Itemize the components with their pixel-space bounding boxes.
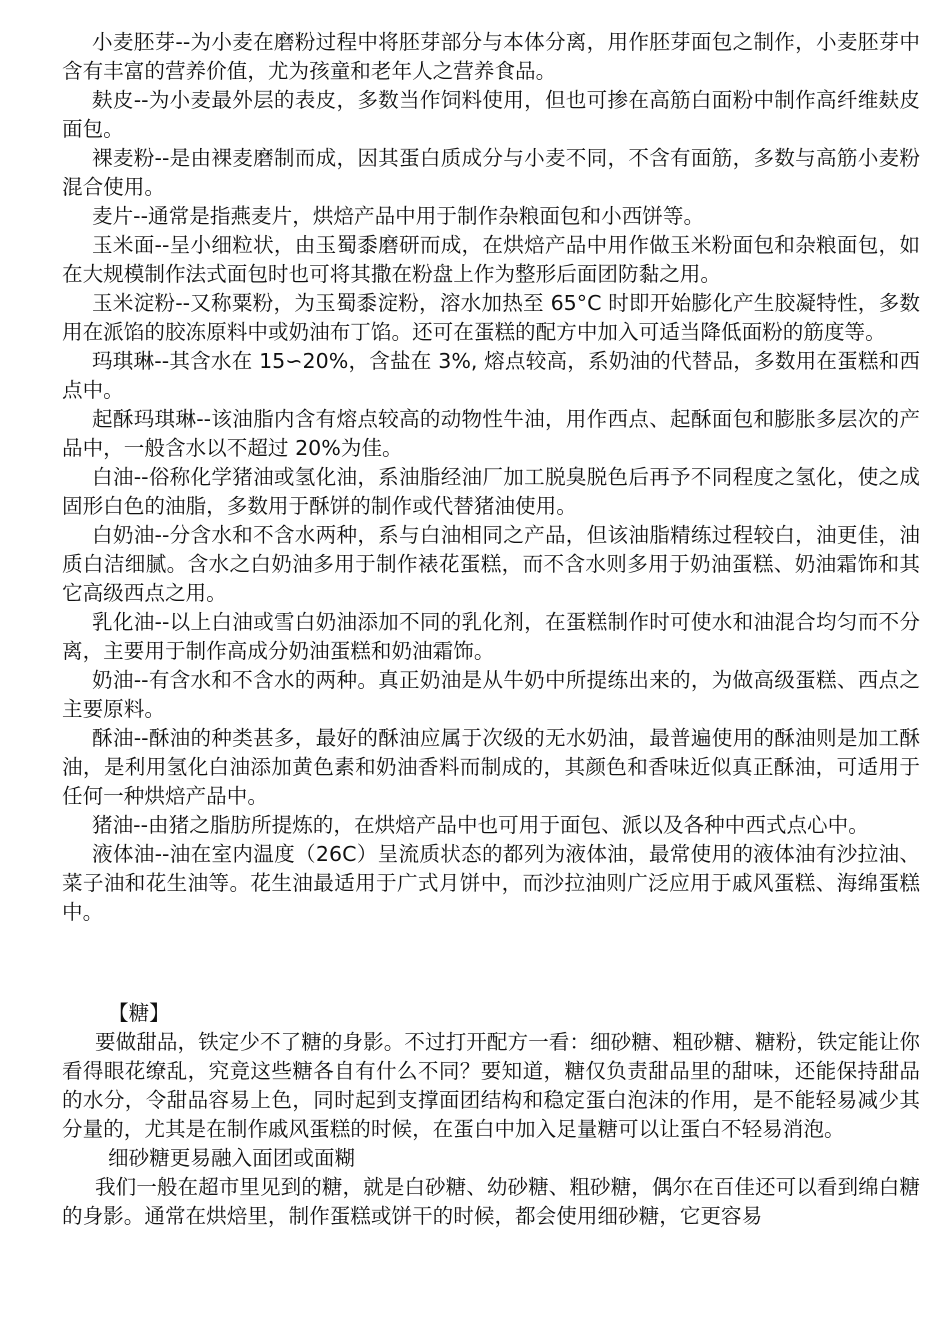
section-title-sugar: 【糖】 [108, 1001, 170, 1025]
paragraph-puff-margarine: 起酥玛琪琳--该油脂内含有熔点较高的动物性牛油，用作西点、起酥面包和膨胀多层次的产品中，一般含水以不超过 20%为佳。 [62, 407, 920, 460]
paragraph-wheat-germ: 小麦胚芽--为小麦在磨粉过程中将胚芽部分与本体分离，用作胚芽面包之制作，小麦胚芽中含有丰富的营养价值，尤为孩童和老年人之营养食品。 [62, 30, 920, 83]
paragraph-shortening: 白油--俗称化学猪油或氢化油，系油脂经油厂加工脱臭脱色后再予不同程度之氢化，使之成固形白色的油脂，多数用于酥饼的制作或代替猪油使用。 [62, 465, 920, 518]
paragraph-emulsified-oil: 乳化油--以上白油或雪白奶油添加不同的乳化剂，在蛋糕制作时可使水和油混合均匀而不分离，主要用于制作高成分奶油蛋糕和奶油霜饰。 [62, 610, 920, 663]
paragraph-ghee: 酥油--酥油的种类甚多，最好的酥油应属于次级的无水奶油，最普遍使用的酥油则是加工酥油，是利用氢化白油添加黄色素和奶油香料而制成的，其颜色和香味近似真正酥油，可适用于任何一种烘焙产品中。 [62, 726, 920, 808]
paragraph-liquid-oil: 液体油--油在室内温度（26C）呈流质状态的都列为液体油，最常使用的液体油有沙拉油、菜子油和花生油等。花生油最适用于广式月饼中，而沙拉油则广泛应用于戚风蛋糕、海绵蛋糕中。 [62, 842, 920, 924]
paragraph-butter: 奶油--有含水和不含水的两种。真正奶油是从牛奶中所提练出来的，为做高级蛋糕、西点之主要原料。 [62, 668, 920, 721]
paragraph-white-butter: 白奶油--分含水和不含水两种，系与白油相同之产品，但该油脂精练过程较白，油更佳，油质白洁细腻。含水之白奶油多用于制作裱花蛋糕，而不含水则多用于奶油蛋糕、奶油霜饰和其它高级西点之用。 [62, 523, 920, 605]
paragraph-lard: 猪油--由猪之脂肪所提炼的，在烘焙产品中也可用于面包、派以及各种中西式点心中。 [92, 813, 869, 837]
paragraph-corn-starch: 玉米淀粉--又称粟粉，为玉蜀黍淀粉，溶水加热至 65°C 时即开始膨化产生胶凝特性，多数用在派馅的胶冻原料中或奶油布丁馅。还可在蛋糕的配方中加入可适当降低面粉的筋度等。 [62, 291, 920, 344]
paragraph-rye-flour: 裸麦粉--是由裸麦磨制而成，因其蛋白质成分与小麦不同，不含有面筋，多数与高筋小麦粉混合使用。 [62, 146, 920, 199]
section-spacer [62, 927, 920, 999]
subheading-fine-sugar: 细砂糖更易融入面团或面糊 [108, 1146, 356, 1170]
paragraph-margarine: 玛琪琳--其含水在 15∽20%，含盐在 3%, 熔点较高，系奶油的代替品，多数用在蛋糕和西点中。 [62, 349, 920, 402]
paragraph-corn-meal: 玉米面--呈小细粒状，由玉蜀黍磨研而成，在烘焙产品中用作做玉米粉面包和杂粮面包，如在大规模制作法式面包时也可将其撒在粉盘上作为整形后面团防黏之用。 [62, 233, 920, 286]
paragraph-bran: 麸皮--为小麦最外层的表皮，多数当作饲料使用，但也可掺在高筋白面粉中制作高纤维麸皮面包。 [62, 88, 920, 141]
document-body [62, 28, 920, 1231]
paragraph-sugar-intro: 要做甜品，铁定少不了糖的身影。不过打开配方一看：细砂糖、粗砂糖、糖粉，铁定能让你看得眼花缭乱，究竟这些糖各自有什么不同？要知道，糖仅负责甜品里的甜味，还能保持甜品的水分，令甜品容易上色，同时起到支撑面团结构和稳定蛋白泡沫的作用，是不能轻易减少其分量的，尤其是在制作戚风蛋糕的时候，在蛋白中加入足量糖可以让蛋白不轻易消泡。 [62, 1030, 920, 1141]
paragraph-oat-flakes: 麦片--通常是指燕麦片，烘焙产品中用于制作杂粮面包和小西饼等。 [92, 204, 705, 228]
paragraph-sugar-body: 我们一般在超市里见到的糖，就是白砂糖、幼砂糖、粗砂糖，偶尔在百佳还可以看到绵白糖的身影。通常在烘焙里，制作蛋糕或饼干的时候，都会使用细砂糖，它更容易 [62, 1175, 920, 1228]
